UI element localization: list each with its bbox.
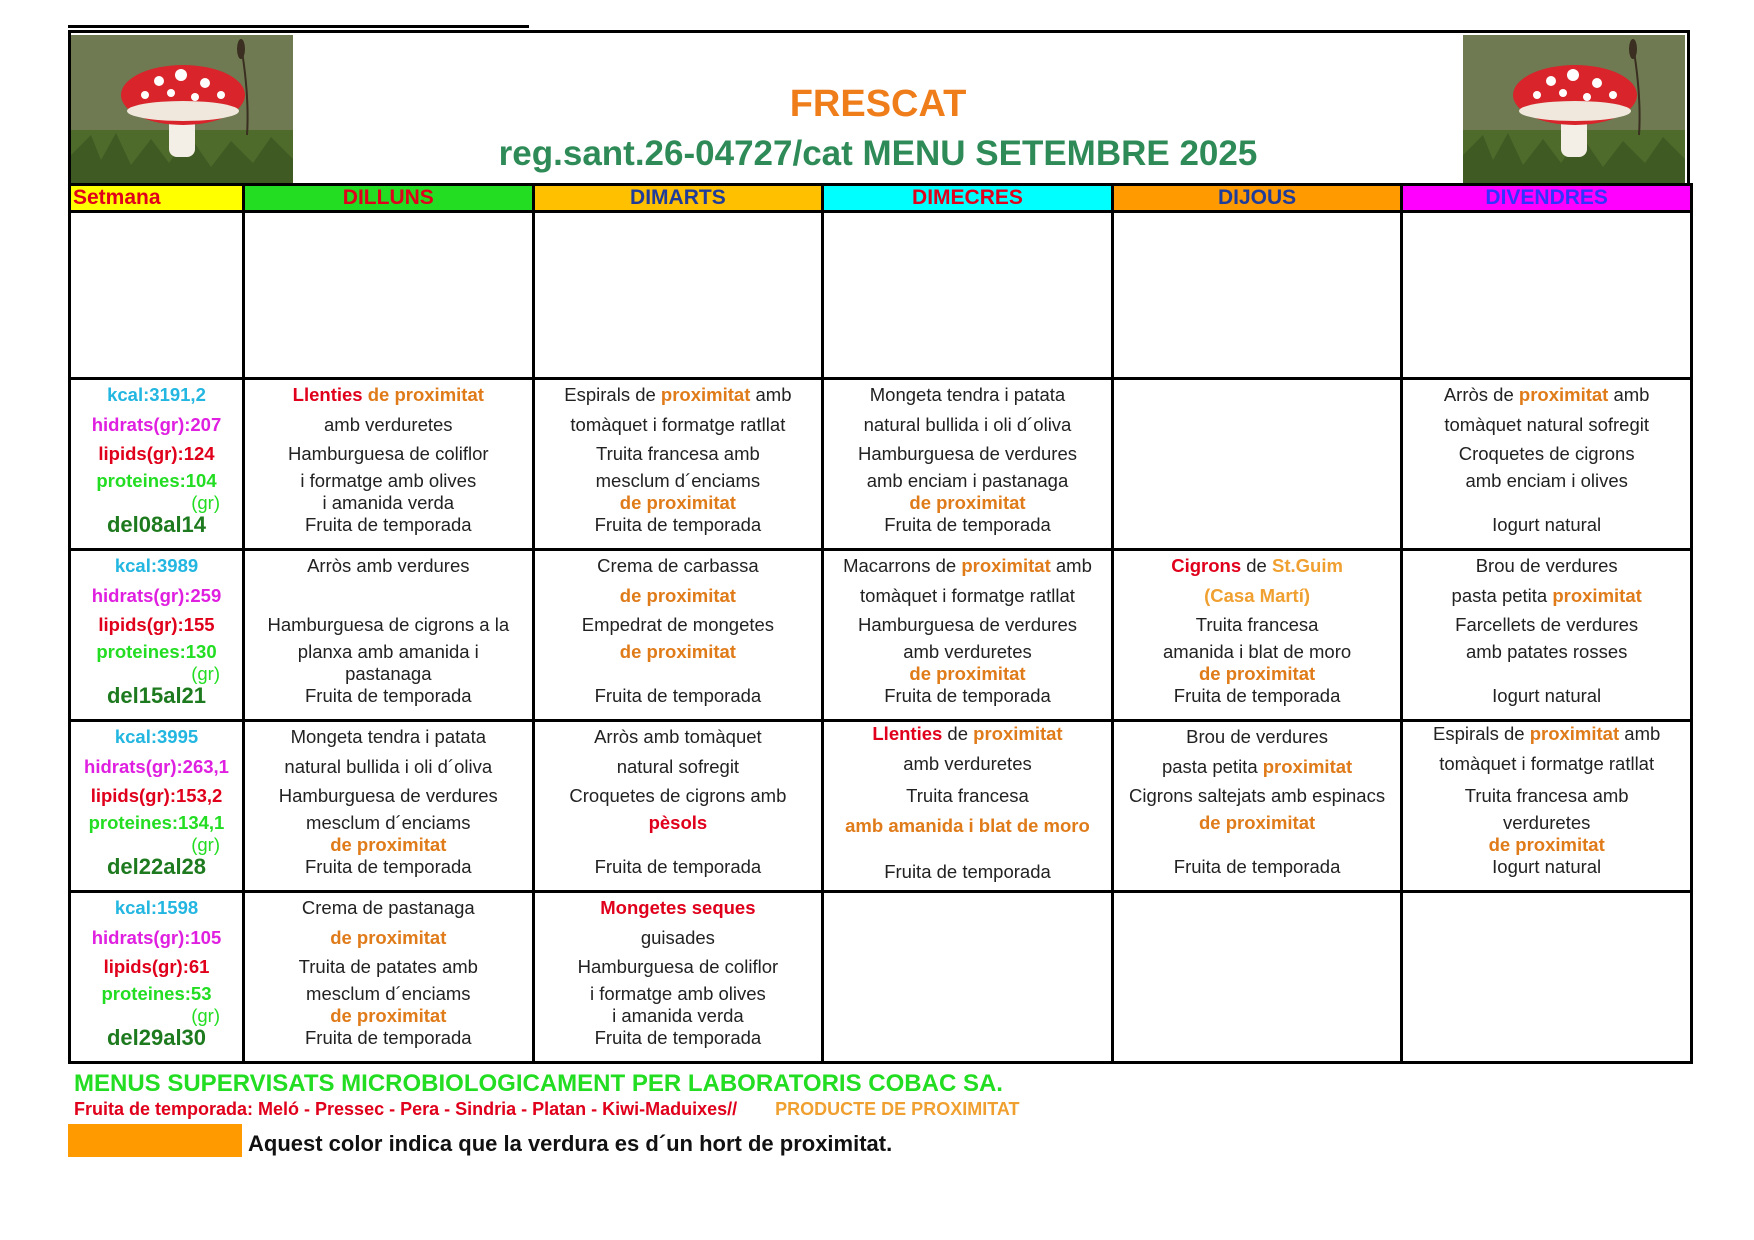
supervision-note: MENUS SUPERVISATS MICROBIOLOGICAMENT PER LABORATORIS COBAC SA. — [74, 1070, 1003, 1097]
meal-cell-dilluns — [244, 550, 534, 721]
dessert-line: Fruita de temporada — [594, 855, 762, 877]
dish-line: pasta petita — [1451, 584, 1553, 606]
meal-cell-divendres — [1402, 892, 1692, 1063]
dessert-line: Fruita de temporada — [305, 1026, 472, 1048]
meal-cell-dilluns — [244, 379, 534, 550]
dish-line: i formatge amb olives — [589, 982, 766, 1004]
kcal-value: kcal:3191,2 — [107, 384, 206, 405]
dish-line: Hamburguesa de verdures — [278, 785, 498, 806]
meal-cell-dilluns — [244, 892, 534, 1063]
local-tag: de proximitat — [909, 492, 1026, 513]
dessert-line: Fruita de temporada — [305, 513, 472, 535]
meal-cell-dimecres — [823, 550, 1113, 721]
dish-line: Brou de verdures — [1475, 555, 1618, 576]
dish-line: amb verduretes — [903, 753, 1032, 774]
dish-line — [245, 581, 532, 611]
local-tag: de proximitat — [619, 640, 736, 662]
dish-line: Empedrat de mongetes — [581, 614, 775, 635]
local-product-label: PRODUCTE DE PROXIMITAT — [775, 1099, 1020, 1119]
local-tag: de proximitat — [1488, 834, 1605, 855]
dessert-line: Iogurt natural — [1492, 513, 1602, 535]
week-range: del29al30 — [106, 1025, 207, 1050]
kcal-value: kcal:3995 — [114, 726, 199, 747]
dish-line: tomàquet i formatge ratllat — [570, 413, 786, 435]
meal-cell-dijous — [1112, 721, 1402, 892]
dish-line: Croquetes de cigrons — [1458, 443, 1635, 464]
local-tag: de proximitat — [619, 584, 736, 606]
meal-cell-divendres — [1402, 550, 1692, 721]
dish-line — [1403, 493, 1690, 513]
dish-line: amanida i blat de moro — [1162, 640, 1352, 662]
page-subtitle: reg.sant.26-04727/cat MENU SETEMBRE 2025 — [498, 134, 1258, 173]
col-header-dimarts: DIMARTS — [533, 185, 823, 212]
dish-line: Farcellets de verdures — [1455, 614, 1639, 635]
meal-cell-dimarts — [533, 550, 823, 721]
dish-line — [535, 835, 822, 855]
header-top-line — [68, 25, 529, 28]
local-tag: (Casa Martí) — [1204, 584, 1311, 606]
week-row-2 — [70, 550, 1692, 721]
kcal-value: kcal:3989 — [114, 555, 199, 576]
dish-line: Truita francesa amb — [595, 443, 760, 464]
mushroom-photo-left — [71, 35, 293, 183]
dish-highlight: Cigrons — [1171, 555, 1242, 576]
local-tag: proximitat — [660, 384, 751, 405]
dessert-line: Fruita de temporada — [305, 684, 472, 706]
dish-line: pastanaga — [345, 663, 432, 684]
dessert-line: Fruita de temporada — [1173, 684, 1341, 706]
local-tag: de proximitat — [330, 926, 447, 948]
dish-line: amb — [1608, 384, 1650, 405]
dish-line: amb enciam i pastanaga — [866, 469, 1069, 491]
dish-line: Arròs amb tomàquet — [594, 726, 762, 747]
dish-line: Hamburguesa de cigrons a la — [267, 614, 510, 635]
legend-swatch — [68, 1124, 242, 1157]
dish-line: tomàquet natural sofregit — [1444, 413, 1649, 435]
meal-cell-dijous — [1112, 379, 1402, 550]
dish-line: de — [1241, 555, 1272, 576]
meal-cell-dimecres — [823, 721, 1113, 892]
dessert-line: Fruita de temporada — [1173, 855, 1341, 877]
dish-line: Espirals de — [1433, 723, 1530, 744]
col-header-dilluns: DILLUNS — [244, 185, 534, 212]
protein-value: proteines:130 — [96, 640, 217, 662]
lipids-value: lipids(gr):61 — [103, 956, 210, 977]
local-tag: de proximitat — [1198, 811, 1316, 833]
dish-line: amb verduretes — [903, 640, 1032, 662]
dish-line: Arròs de — [1443, 384, 1519, 405]
dish-line: verduretes — [1502, 811, 1591, 833]
dish-line: Espirals de — [564, 384, 661, 405]
local-tag: de proximitat — [1198, 663, 1316, 684]
meal-cell-dijous — [1112, 892, 1402, 1063]
dish-line: mesclum d´enciams — [306, 982, 471, 1004]
dish-line: amb enciam i olives — [1465, 469, 1628, 491]
dish-line: Macarrons de — [843, 555, 962, 576]
fruit-list: Fruita de temporada: Meló - Pressec - Pera - Sindria - Platan - Kiwi-Maduixes// — [74, 1099, 738, 1119]
col-header-setmana: Setmana — [70, 185, 244, 212]
meal-cell-dimarts — [533, 379, 823, 550]
dish-line: Cigrons saltejats amb espinacs — [1129, 785, 1386, 806]
protein-unit: (gr) — [191, 1005, 220, 1026]
dessert-line: Iogurt natural — [1492, 855, 1602, 877]
col-header-dijous: DIJOUS — [1112, 185, 1402, 212]
empty-week-row — [70, 212, 1692, 379]
dish-line: Crema de pastanaga — [301, 897, 475, 918]
dessert-line: Fruita de temporada — [594, 1026, 762, 1048]
lipids-value: lipids(gr):155 — [98, 614, 215, 635]
meal-cell-dimarts — [533, 892, 823, 1063]
nutrition-cell — [70, 721, 244, 892]
dessert-line: Fruita de temporada — [594, 513, 762, 535]
week-row-1 — [70, 379, 1692, 550]
protein-value: proteines:104 — [96, 469, 217, 491]
dish-line: natural bullida i oli d´oliva — [284, 755, 493, 777]
dish-line: mesclum d´enciams — [595, 469, 761, 491]
local-tag: de proximitat — [362, 384, 484, 405]
dish-line: Truita francesa — [906, 785, 1029, 806]
week-row-4 — [70, 892, 1692, 1063]
meal-cell-dimecres — [823, 379, 1113, 550]
dish-line: amb — [1050, 555, 1092, 576]
day-header-row — [70, 185, 1692, 212]
lipids-value: lipids(gr):124 — [98, 443, 215, 464]
local-tag: proximitat — [961, 555, 1051, 576]
dish-line — [1114, 835, 1401, 855]
header-banner — [68, 30, 1690, 183]
dish-line: Crema de carbassa — [597, 555, 759, 576]
dish-line: i formatge amb olives — [300, 469, 477, 491]
dish-line: Croquetes de cigrons amb — [569, 785, 787, 806]
dessert-line: Fruita de temporada — [884, 861, 1051, 882]
local-tag: proximitat — [973, 723, 1063, 744]
dessert-line: Fruita de temporada — [594, 684, 762, 706]
dish-line: mesclum d´enciams — [306, 811, 471, 833]
dish-line: tomàquet i formatge ratllat — [1439, 753, 1655, 774]
dish-line: i amanida verda — [322, 492, 455, 513]
empty-cell — [244, 212, 534, 379]
dish-line: amb — [750, 384, 792, 405]
protein-unit: (gr) — [191, 492, 220, 513]
dish-line: pasta petita — [1161, 755, 1263, 777]
local-tag: proximitat — [1552, 584, 1642, 606]
carbs-value: hidrats(gr):105 — [91, 926, 222, 948]
dish-line: Truita francesa — [1195, 614, 1319, 635]
col-header-dimecres: DIMECRES — [823, 185, 1113, 212]
protein-value: proteines:134,1 — [88, 811, 225, 833]
kcal-value: kcal:1598 — [114, 897, 199, 918]
local-tag: proximitat — [1518, 384, 1609, 405]
dish-highlight: pèsols — [648, 811, 708, 833]
dish-highlight: Llenties — [872, 723, 943, 744]
dessert-line: Fruita de temporada — [305, 855, 472, 877]
dish-highlight: Llenties — [292, 384, 363, 405]
dish-line: Mongeta tendra i patata — [869, 384, 1066, 405]
meal-cell-dijous — [1112, 550, 1402, 721]
meal-cell-dimecres — [823, 892, 1113, 1063]
dish-line: Hamburguesa de verdures — [857, 443, 1077, 464]
dish-line: Mongeta tendra i patata — [290, 726, 486, 747]
dish-line: amb — [1619, 723, 1661, 744]
local-tag: proximitat — [1529, 723, 1620, 744]
dish-line: i amanida verda — [612, 1005, 744, 1026]
empty-cell — [70, 212, 244, 379]
dish-line: natural bullida i oli d´oliva — [863, 413, 1072, 435]
dish-line: tomàquet i formatge ratllat — [860, 584, 1075, 606]
nutrition-cell — [70, 550, 244, 721]
week-range: del22al28 — [106, 854, 207, 879]
dish-line: amb patates rosses — [1465, 640, 1628, 662]
dish-highlight: Mongetes seques — [600, 897, 756, 918]
col-header-divendres: DIVENDRES — [1402, 185, 1692, 212]
empty-cell — [1112, 212, 1402, 379]
dish-line: Arròs amb verdures — [307, 555, 470, 576]
carbs-value: hidrats(gr):263,1 — [84, 755, 229, 777]
dish-line: Hamburguesa de verdures — [857, 614, 1077, 635]
local-tag: de proximitat — [330, 1005, 447, 1026]
week-range: del15al21 — [106, 683, 207, 708]
week-row-3 — [70, 721, 1692, 892]
dessert-line: Fruita de temporada — [884, 513, 1051, 535]
dessert-line: Fruita de temporada — [884, 684, 1051, 706]
meal-cell-dimarts — [533, 721, 823, 892]
week-range: del08al14 — [106, 512, 207, 537]
nutrition-cell — [70, 379, 244, 550]
empty-cell — [823, 212, 1113, 379]
mushroom-photo-right — [1463, 35, 1685, 183]
local-tag: de proximitat — [909, 663, 1026, 684]
menu-sheet — [68, 30, 1690, 1064]
dish-line: amb verduretes — [324, 413, 453, 435]
dish-line: Hamburguesa de coliflor — [288, 443, 489, 464]
dish-line: Truita francesa amb — [1464, 785, 1629, 806]
dish-line: de — [942, 723, 974, 744]
meal-cell-divendres — [1402, 721, 1692, 892]
lipids-value: lipids(gr):153,2 — [90, 785, 223, 806]
dish-line: planxa amb amanida i — [297, 640, 479, 662]
local-tag: amb amanida i blat de moro — [845, 814, 1090, 836]
menu-table — [68, 183, 1693, 1064]
dish-line — [1403, 664, 1690, 684]
meal-cell-dilluns — [244, 721, 534, 892]
local-tag: proximitat — [1262, 755, 1353, 777]
carbs-value: hidrats(gr):207 — [91, 413, 222, 435]
dish-line — [824, 840, 1111, 860]
meal-cell-divendres — [1402, 379, 1692, 550]
protein-unit: (gr) — [191, 834, 220, 855]
empty-cell — [533, 212, 823, 379]
dish-line: Truita de patates amb — [298, 956, 478, 977]
legend-text: Aquest color indica que la verdura es d´un hort de proximitat. — [248, 1131, 893, 1156]
fruit-note — [74, 1099, 1020, 1120]
carbs-value: hidrats(gr):259 — [91, 584, 222, 606]
dish-line — [535, 664, 822, 684]
protein-unit: (gr) — [191, 663, 220, 684]
dessert-line: Iogurt natural — [1492, 684, 1602, 706]
empty-cell — [1402, 212, 1692, 379]
local-tag: de proximitat — [330, 834, 447, 855]
dish-line: Brou de verdures — [1186, 726, 1329, 747]
page-title: FRESCAT — [789, 83, 967, 125]
protein-value: proteines:53 — [101, 982, 212, 1004]
nutrition-cell — [70, 892, 244, 1063]
dish-line: guisades — [640, 926, 715, 948]
dish-line: natural sofregit — [616, 755, 740, 777]
local-tag: St.Guim — [1271, 555, 1343, 576]
dish-line: Hamburguesa de coliflor — [577, 956, 779, 977]
local-tag: de proximitat — [619, 492, 736, 513]
